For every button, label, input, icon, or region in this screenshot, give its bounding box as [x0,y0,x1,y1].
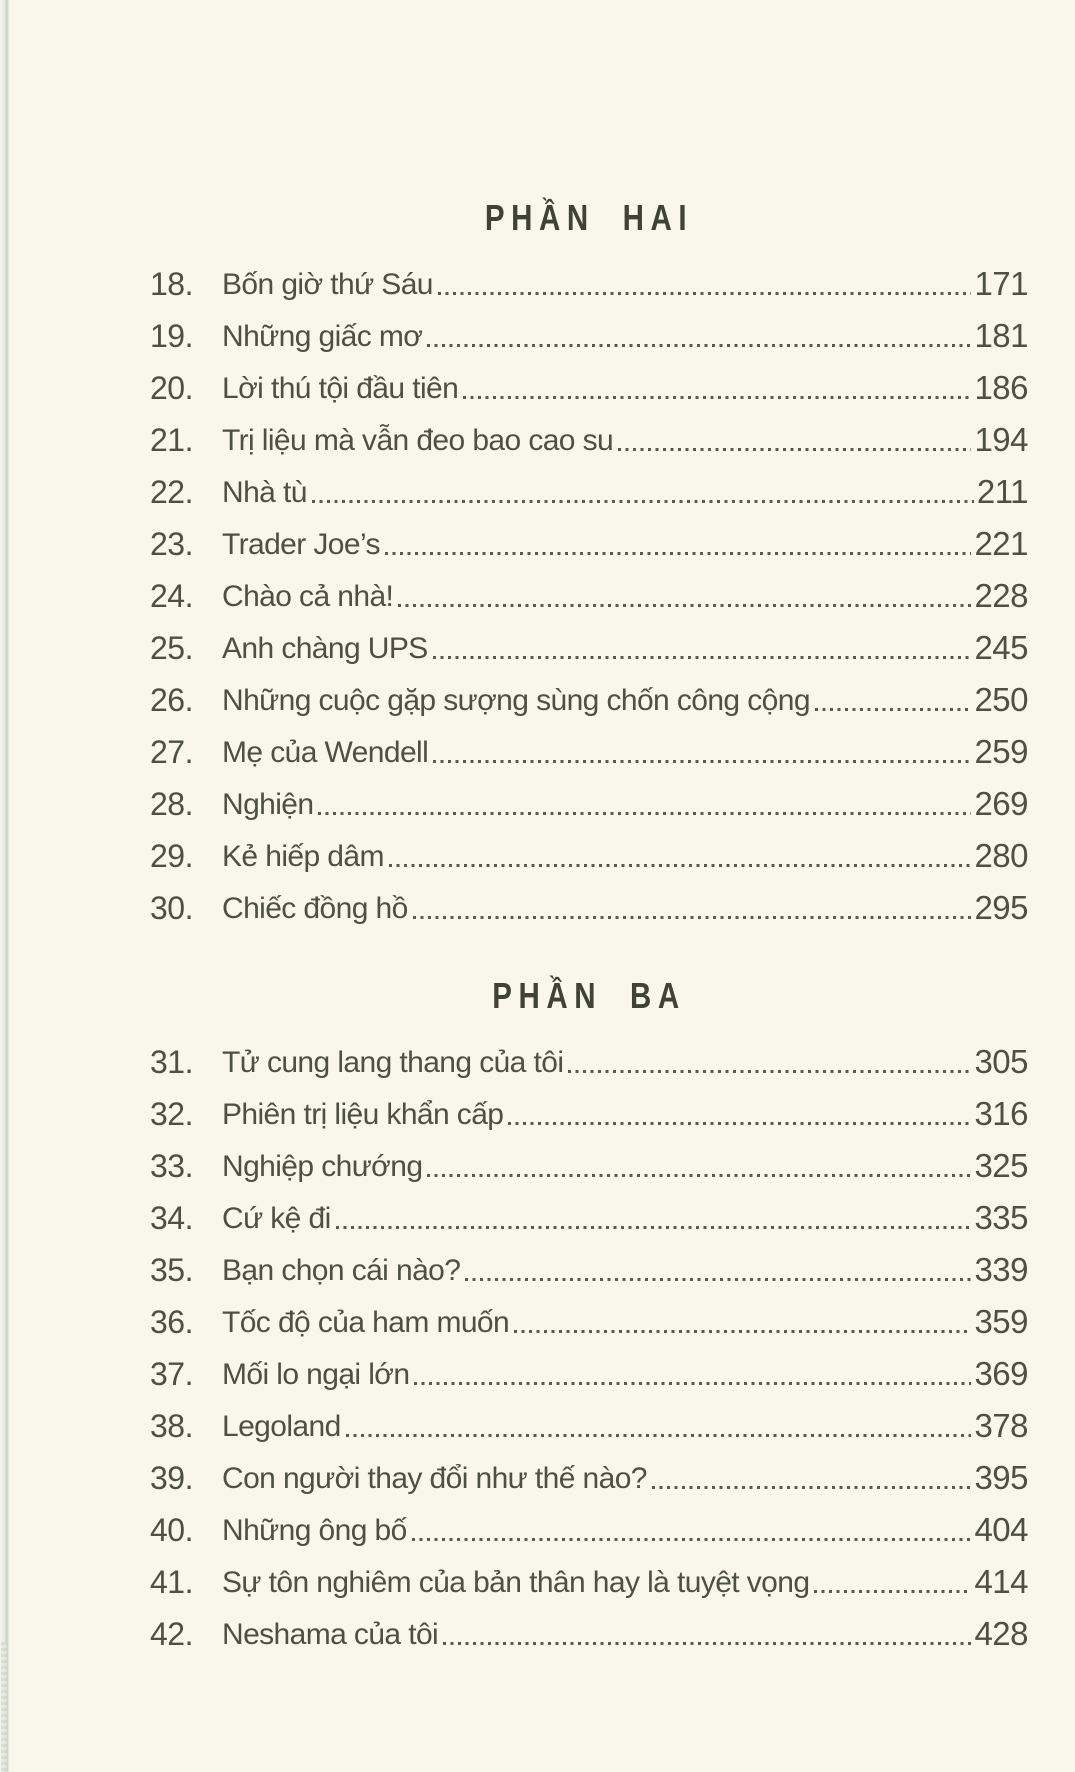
chapter-title: Những giấc mơ [222,320,423,353]
dot-leader [652,1486,972,1489]
dot-leader [815,708,972,711]
toc-list-part-two [150,256,1028,932]
chapter-number: 40. [150,1512,193,1548]
chapter-number: 31. [150,1044,193,1080]
chapter-page-number: 369 [974,1355,1028,1392]
chapter-title: Mối lo ngại lớn [222,1358,410,1391]
toc-content [150,0,1028,1658]
chapter-number: 28. [150,786,193,822]
page-edge-strip [0,0,10,1772]
chapter-number: 38. [150,1408,193,1444]
dot-leader [413,916,972,919]
chapter-number: 18. [150,266,193,302]
section-heading-part-two: PHẦN HAI [484,197,694,238]
dot-leader [443,1642,971,1645]
toc-row [150,1086,1028,1138]
toc-row [150,464,1028,516]
dot-leader [514,1330,971,1333]
chapter-title: Những cuộc gặp sượng sùng chốn công cộng [222,684,810,717]
chapter-page-number: 335 [974,1199,1028,1236]
chapter-title: Cứ kệ đi [222,1202,331,1235]
chapter-number: 19. [150,318,193,354]
chapter-title: Kẻ hiếp dâm [222,840,384,873]
chapter-title: Những ông bố [222,1514,407,1547]
chapter-number: 33. [150,1148,193,1184]
toc-row [150,1346,1028,1398]
toc-row [150,568,1028,620]
chapter-title: Sự tôn nghiêm của bản thân hay là tuyệt vọng [222,1566,810,1599]
dot-leader [508,1122,971,1125]
chapter-number: 32. [150,1096,193,1132]
chapter-number: 37. [150,1356,193,1392]
chapter-page-number: 305 [974,1043,1028,1080]
dot-leader [814,1590,971,1593]
chapter-page-number: 339 [974,1251,1028,1288]
chapter-number: 35. [150,1252,193,1288]
dot-leader [318,812,971,815]
chapter-title: Trader Joe’s [222,528,380,561]
chapter-number: 27. [150,734,193,770]
dot-leader [398,604,971,607]
chapter-title: Tử cung lang thang của tôi [222,1046,564,1079]
chapter-title: Nghiệp chướng [222,1150,423,1183]
chapter-title: Con người thay đổi như thế nào? [222,1462,647,1495]
toc-row [150,256,1028,308]
toc-row [150,308,1028,360]
chapter-title: Anh chàng UPS [222,632,428,665]
toc-list-part-three [150,1034,1028,1658]
chapter-number: 23. [150,526,193,562]
chapter-title: Lời thú tội đầu tiên [222,372,459,405]
chapter-page-number: 414 [974,1563,1028,1600]
toc-row [150,1502,1028,1554]
chapter-page-number: 428 [974,1615,1028,1652]
chapter-page-number: 181 [974,317,1028,354]
section-heading-part-three: PHẦN BA [492,975,686,1016]
toc-row [150,724,1028,776]
dot-leader [389,864,972,867]
dot-leader [412,1538,972,1541]
dot-leader [463,396,971,399]
chapter-page-number: 359 [974,1303,1028,1340]
dot-leader [427,1174,971,1177]
toc-row [150,828,1028,880]
chapter-page-number: 245 [974,629,1028,666]
chapter-page-number: 404 [974,1511,1028,1548]
chapter-page-number: 250 [974,681,1028,718]
dot-leader [433,760,971,763]
chapter-page-number: 171 [974,265,1028,302]
toc-row [150,1242,1028,1294]
chapter-page-number: 211 [976,473,1028,510]
toc-row [150,880,1028,932]
dot-leader [312,500,974,503]
chapter-number: 26. [150,682,193,718]
dot-leader [438,292,972,295]
chapter-title: Neshama của tôi [222,1618,439,1651]
chapter-title: Phiên trị liệu khẩn cấp [222,1098,504,1131]
toc-row [150,776,1028,828]
chapter-title: Nghiện [222,788,314,821]
chapter-page-number: 186 [974,369,1028,406]
chapter-number: 25. [150,630,193,666]
chapter-title: Mẹ của Wendell [222,736,429,769]
chapter-page-number: 194 [974,421,1028,458]
dot-leader [385,552,972,555]
chapter-title: Tốc độ của ham muốn [222,1306,510,1339]
chapter-number: 21. [150,422,193,458]
toc-row [150,1554,1028,1606]
chapter-page-number: 269 [974,785,1028,822]
chapter-page-number: 395 [974,1459,1028,1496]
toc-row [150,360,1028,412]
chapter-page-number: 280 [974,837,1028,874]
chapter-number: 42. [150,1616,193,1652]
chapter-number: 36. [150,1304,193,1340]
chapter-title: Chào cả nhà! [222,580,394,613]
chapter-page-number: 325 [974,1147,1028,1184]
chapter-number: 30. [150,890,193,926]
chapter-title: Nhà tù [222,476,307,509]
toc-row [150,1190,1028,1242]
toc-row [150,672,1028,724]
chapter-page-number: 316 [974,1095,1028,1132]
chapter-number: 20. [150,370,193,406]
chapter-number: 34. [150,1200,193,1236]
toc-row [150,1138,1028,1190]
chapter-title: Trị liệu mà vẫn đeo bao cao su [222,424,614,457]
chapter-title: Chiếc đồng hồ [222,892,408,925]
chapter-title: Legoland [222,1410,341,1443]
toc-row [150,1294,1028,1346]
chapter-number: 24. [150,578,193,614]
chapter-number: 39. [150,1460,193,1496]
chapter-number: 22. [150,474,193,510]
chapter-page-number: 295 [974,889,1028,926]
dot-leader [568,1070,971,1073]
dot-leader [433,656,972,659]
chapter-title: Bốn giờ thứ Sáu [222,268,433,301]
chapter-number: 29. [150,838,193,874]
dot-leader [618,448,971,451]
toc-row [150,1398,1028,1450]
dot-leader [346,1434,972,1437]
chapter-title: Bạn chọn cái nào? [222,1254,461,1287]
toc-row [150,620,1028,672]
chapter-page-number: 221 [974,525,1028,562]
toc-row [150,1034,1028,1086]
chapter-number: 41. [150,1564,193,1600]
toc-row [150,1450,1028,1502]
chapter-page-number: 228 [974,577,1028,614]
dot-leader [427,344,971,347]
chapter-page-number: 259 [974,733,1028,770]
toc-row [150,1606,1028,1658]
chapter-page-number: 378 [974,1407,1028,1444]
toc-row [150,412,1028,464]
dot-leader [465,1278,971,1281]
toc-row [150,516,1028,568]
dot-leader [336,1226,972,1229]
dot-leader [414,1382,971,1385]
